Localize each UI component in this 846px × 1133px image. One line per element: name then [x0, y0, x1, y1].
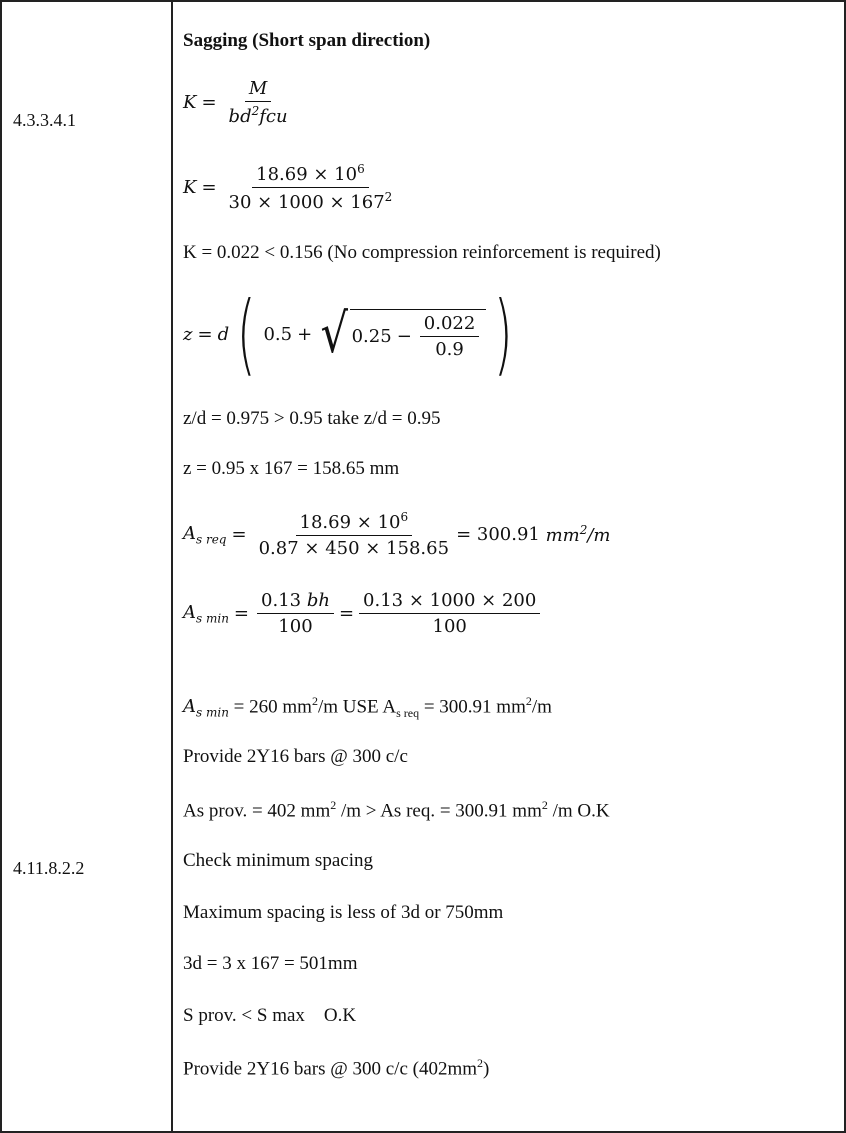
k-denominator — [225, 102, 292, 127]
a-letter: A — [183, 522, 196, 544]
k-formula — [183, 78, 295, 127]
as-req-formula — [183, 510, 611, 559]
z-fraction — [420, 313, 480, 360]
text-3: = 300.91 mm — [419, 696, 526, 718]
column-divider — [171, 0, 173, 1133]
as-symbol — [183, 602, 229, 626]
exp-1: 2 — [311, 694, 318, 708]
k-sub-numerator — [252, 162, 369, 188]
equals-sign-2: = — [338, 603, 355, 624]
exp-1: 2 — [477, 1056, 484, 1070]
as-min-line — [183, 694, 552, 721]
check-spacing-line: Check minimum spacing — [183, 850, 373, 871]
three-d-line: 3d = 3 x 167 = 501mm — [183, 953, 358, 974]
radical-sign-icon: √ — [320, 302, 349, 365]
k-fraction — [225, 78, 292, 127]
d-symbol: d — [217, 323, 230, 345]
equals-sign: = — [201, 177, 217, 198]
as-req-unit — [546, 523, 611, 546]
k-sub-fraction — [225, 162, 397, 213]
num-text: 0.13 — [261, 590, 307, 611]
half-value: 0.5 — [263, 323, 293, 345]
quarter-value: 0.25 — [351, 325, 392, 347]
as-min-numerator-2: 0.13 × 1000 × 200 — [359, 590, 540, 614]
text-1: Provide 2Y16 bars @ 300 c/c (402mm — [183, 1058, 478, 1080]
unit-tail: /m — [587, 525, 611, 546]
den-bd: bd — [228, 106, 252, 127]
unit-exp: 2 — [579, 523, 588, 537]
minus-sign: − — [396, 325, 412, 347]
max-spacing-line: Maximum spacing is less of 3d or 750mm — [183, 902, 504, 923]
section-heading: Sagging (Short span direction) — [183, 30, 431, 51]
k-numerator: M — [245, 78, 271, 102]
as-min-denominator-2: 100 — [432, 616, 467, 637]
z-symbol: z — [183, 323, 193, 345]
den-fcu: fcu — [259, 106, 288, 127]
text-1: As prov. = 402 mm — [183, 800, 331, 822]
k-result-line: K = 0.022 < 0.156 (No compression reinforcement is required) — [183, 242, 661, 263]
text-3: /m O.K — [547, 800, 610, 822]
clause-ref-1: 4.3.3.4.1 — [13, 110, 76, 130]
text-1: = 260 mm — [228, 696, 312, 718]
as-sub: s min — [196, 611, 229, 626]
k-symbol: K — [183, 177, 197, 198]
as-req-fraction — [255, 510, 453, 559]
provide-line-2 — [183, 1056, 489, 1080]
equals-sign: = — [201, 92, 217, 113]
text-2: /m > As req. = 300.91 mm — [336, 800, 542, 822]
den-exp: 2 — [251, 104, 260, 118]
text-4: /m — [531, 696, 552, 718]
equals-sign: = — [197, 323, 213, 345]
k-symbol: K — [183, 92, 197, 113]
text-2: /m USE A — [317, 696, 397, 718]
num-exp: 6 — [357, 162, 365, 176]
z-denominator: 0.9 — [435, 338, 464, 360]
a-letter: A — [183, 696, 196, 718]
den-text: 30 × 1000 × 167 — [228, 192, 385, 213]
left-paren: ( — [236, 282, 256, 385]
k-sub-denominator — [225, 188, 397, 213]
as-min-numerator-1 — [257, 590, 334, 614]
as-req-sub: s req — [396, 706, 420, 721]
sqrt-content — [350, 309, 487, 360]
as-sub: s min — [196, 705, 229, 720]
equals-sign: = — [233, 603, 250, 624]
provide-line-1: Provide 2Y16 bars @ 300 c/c — [183, 746, 408, 767]
exp-2: 2 — [541, 798, 548, 812]
as-prov-line — [183, 798, 610, 822]
num-bh: bh — [306, 590, 330, 611]
num-text: 18.69 × 10 — [256, 164, 358, 185]
z-line: z = 0.95 x 167 = 158.65 mm — [183, 458, 400, 479]
z-formula — [183, 282, 521, 385]
as-symbol — [183, 523, 227, 547]
clause-ref-2: 4.11.8.2.2 — [13, 858, 85, 878]
exp-2: 2 — [525, 694, 532, 708]
k-substitution — [183, 162, 399, 213]
zd-line: z/d = 0.975 > 0.95 take z/d = 0.95 — [183, 408, 441, 429]
z-numerator: 0.022 — [420, 313, 480, 337]
s-prov-line: S prov. < S max O.K — [183, 1005, 357, 1026]
as-req-result: = 300.91 — [456, 524, 546, 545]
equals-sign: = — [231, 524, 247, 545]
as-min-fraction-1 — [257, 590, 334, 637]
right-paren: ) — [494, 282, 513, 385]
as-min-fraction-2 — [359, 590, 540, 637]
as-min-formula — [183, 590, 543, 637]
a-letter: A — [183, 601, 196, 623]
as-min-denominator-1: 100 — [278, 616, 313, 637]
as-req-denominator: 0.87 × 450 × 158.65 — [258, 538, 450, 559]
unit-text: mm — [545, 525, 580, 546]
text-2: ) — [483, 1058, 490, 1080]
num-text: 18.69 × 10 — [299, 512, 401, 533]
num-exp: 6 — [400, 510, 409, 524]
den-exp: 2 — [384, 190, 393, 204]
as-req-numerator — [296, 510, 413, 536]
plus-sign: + — [297, 323, 313, 345]
as-sub: s req — [196, 532, 227, 547]
exp-1: 2 — [330, 798, 337, 812]
as-symbol — [183, 696, 229, 720]
